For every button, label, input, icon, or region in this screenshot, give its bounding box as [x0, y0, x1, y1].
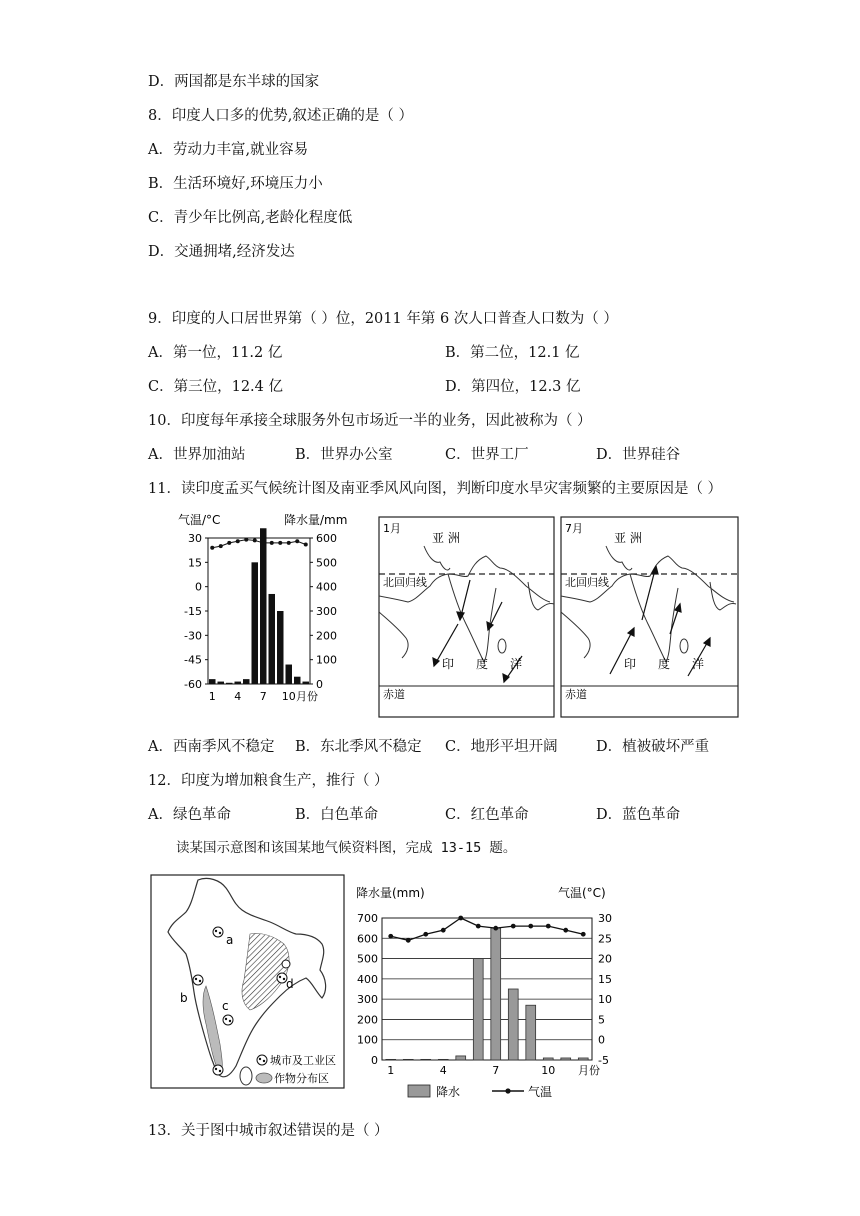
chart2-right-tick-label: 20: [598, 952, 612, 966]
wind-map-2-equator: 赤道: [565, 688, 587, 701]
wind-map-2-ocean-2: 度: [658, 657, 671, 671]
q11-option-d[interactable]: D．植被破坏严重: [596, 739, 710, 755]
chart2-right-tick-label: 5: [598, 1013, 605, 1027]
chart1-temp-point: [210, 546, 214, 550]
chart1-temp-point: [253, 538, 257, 542]
city-label-d: d: [286, 977, 294, 991]
chart2-temp-point: [511, 924, 516, 929]
chart1-left-tick-label: 15: [188, 556, 202, 570]
chart2-temp-line: [391, 918, 584, 940]
legend-crop: 作物分布区: [274, 1072, 329, 1085]
chart2-legend-precip: 降水: [436, 1085, 461, 1099]
chart2-precip-bar: [526, 1005, 536, 1060]
chart1-temp-point: [270, 541, 274, 545]
chart2-right-tick-label: 0: [598, 1033, 605, 1047]
q11-option-b[interactable]: B．东北季风不稳定: [295, 739, 422, 755]
section-intro: 读某国示意图和该国某地气候资料图，完成 13-15 题。: [176, 840, 517, 856]
chart1-left-tick-label: 0: [195, 580, 202, 594]
chart1-precip-bar: [252, 562, 259, 684]
wind-map-2-ocean-1: 印: [624, 657, 637, 671]
q12-option-d[interactable]: D．蓝色革命: [596, 807, 681, 823]
chart2-precip-bar: [561, 1058, 571, 1060]
chart1-precip-bar: [294, 677, 301, 684]
chart2-x-tick-label: 10: [541, 1064, 556, 1077]
chart2-temp-point: [441, 928, 446, 933]
wind-map-1-month: 1月: [383, 522, 401, 535]
q10-option-d[interactable]: D．世界硅谷: [596, 447, 681, 463]
chart1-precip-bar: [235, 682, 242, 684]
chart1-temp-point: [278, 541, 282, 545]
chart2-temp-point: [563, 928, 568, 933]
chart2-left-axis-label: 降水量(mm): [356, 886, 425, 900]
q10-option-b[interactable]: B．世界办公室: [295, 447, 393, 463]
mumbai-climate-chart: [172, 508, 368, 708]
chart1-temp-point: [304, 542, 308, 546]
chart2-temp-point: [423, 932, 428, 937]
wind-map-2-continent: 亚 洲: [614, 531, 642, 545]
chart1-precip-bar: [269, 594, 276, 684]
chart2-right-tick-label: -5: [598, 1054, 609, 1067]
chart2-precip-bar: [491, 928, 501, 1060]
q8-option-b[interactable]: B．生活环境好,环境压力小: [148, 176, 323, 192]
chart1-x-unit: 月份: [296, 690, 318, 703]
q10-stem: 10．印度每年承接全球服务外包市场近一半的业务，因此被称为（ ）: [148, 413, 592, 429]
wind-map-2-ocean-3: 洋: [692, 657, 705, 671]
chart1-temp-point: [227, 541, 231, 545]
q9-stem: 9．印度的人口居世界第（ ）位，2011 年第 6 次人口普查人口数为（ ）: [148, 311, 618, 327]
chart1-plot-frame: [208, 538, 310, 684]
chart2-temp-point: [388, 934, 393, 939]
chart1-temp-point: [219, 544, 223, 548]
chart1-right-tick-label: 0: [316, 678, 323, 691]
chart2-left-tick-label: 500: [357, 952, 378, 966]
chart1-precip-bar: [277, 611, 284, 684]
q12-stem: 12．印度为增加粮食生产，推行（ ）: [148, 773, 389, 789]
chart2-temp-point: [528, 924, 533, 929]
chart1-temp-point: [236, 539, 240, 543]
city-label-a: a: [226, 933, 234, 947]
chart2-right-axis-label: 气温(°C): [558, 886, 606, 900]
wind-map-1-ocean-3: 洋: [510, 657, 523, 671]
chart1-precip-bar: [226, 683, 233, 684]
q12-option-a[interactable]: A．绿色革命: [148, 807, 231, 823]
chart1-right-tick-label: 300: [316, 605, 337, 618]
chart2-left-tick-label: 600: [357, 932, 378, 946]
chart2-precip-bar: [403, 1059, 413, 1060]
chart1-precip-bar: [260, 528, 267, 684]
legend-city: 城市及工业区: [270, 1054, 336, 1067]
chart1-right-tick-label: 400: [316, 580, 337, 594]
chart2-left-tick-label: 0: [371, 1054, 378, 1067]
chart2-left-tick-label: 300: [357, 993, 378, 1007]
chart2-left-tick-label: 700: [357, 912, 378, 925]
chart1-temp-point: [287, 541, 291, 545]
chart2-x-tick-label: 4: [439, 1064, 447, 1077]
q9-option-b[interactable]: B．第二位，12.1 亿: [445, 345, 580, 361]
wind-map-1-ocean-1: 印: [442, 657, 455, 671]
q8-option-d[interactable]: D．交通拥堵,经济发达: [148, 244, 295, 260]
q12-option-c[interactable]: C．红色革命: [445, 807, 529, 823]
wind-map-2-month: 7月: [565, 522, 583, 535]
chart1-right-tick-label: 100: [316, 653, 337, 667]
chart1-x-tick-label: 1: [208, 690, 216, 703]
q13-stem: 13．关于图中城市叙述错误的是（ ）: [148, 1123, 389, 1139]
chart2-x-tick-label: 1: [387, 1064, 395, 1077]
chart1-x-tick-label: 4: [234, 690, 242, 703]
country-climate-chart: [352, 882, 622, 1104]
chart1-precip-bar: [286, 665, 293, 684]
chart2-temp-point: [458, 916, 463, 921]
q10-option-c[interactable]: C．世界工厂: [445, 447, 529, 463]
q9-option-a[interactable]: A．第一位，11.2 亿: [148, 345, 283, 361]
q8-option-c[interactable]: C．青少年比例高,老龄化程度低: [148, 210, 353, 226]
chart2-x-tick-label: 7: [492, 1064, 500, 1077]
q8-option-a[interactable]: A．劳动力丰富,就业容易: [148, 142, 309, 158]
chart1-right-tick-label: 200: [316, 629, 337, 643]
q9-option-c[interactable]: C．第三位，12.4 亿: [148, 379, 283, 395]
wind-map-july: [560, 516, 740, 719]
chart2-temp-point: [581, 932, 586, 937]
chart2-left-tick-label: 200: [357, 1013, 378, 1027]
chart1-temp-point: [295, 539, 299, 543]
chart1-left-tick-label: -45: [184, 653, 202, 667]
q7-option-d: D．两国都是东半球的国家: [148, 74, 320, 90]
chart2-precip-bar: [473, 959, 483, 1060]
chart2-left-tick-label: 100: [357, 1033, 378, 1047]
q11-stem: 11．读印度孟买气候统计图及南亚季风风向图，判断印度水旱灾害频繁的主要原因是（ ）: [148, 481, 723, 497]
legend-precip-swatch: [408, 1085, 430, 1097]
chart2-precip-bar: [543, 1058, 553, 1060]
chart2-temp-point: [493, 926, 498, 931]
chart1-right-tick-label: 600: [316, 532, 337, 545]
chart1-temp-line: [212, 540, 306, 548]
q9-option-d[interactable]: D．第四位，12.3 亿: [445, 379, 581, 395]
wind-map-january: [378, 516, 556, 719]
q10-option-a[interactable]: A．世界加油站: [148, 447, 246, 463]
chart2-precip-bar: [578, 1058, 588, 1060]
chart2-right-tick-label: 15: [598, 972, 612, 986]
chart1-right-tick-label: 500: [316, 556, 337, 570]
chart2-legend-temp: 气温: [528, 1085, 553, 1099]
chart1-left-tick-label: -15: [184, 605, 202, 618]
chart1-x-tick-label: 7: [259, 690, 267, 703]
chart1-precip-bar: [209, 679, 216, 684]
chart2-plot-frame: [382, 918, 592, 1060]
wind-map-1-tropic: 北回归线: [383, 576, 427, 589]
chart1-left-tick-label: -60: [184, 678, 202, 691]
chart2-precip-bar: [508, 989, 518, 1060]
chart2-left-tick-label: 400: [357, 972, 378, 986]
chart1-left-axis-label: 气温/°C: [178, 513, 221, 527]
chart1-precip-bar: [218, 682, 225, 684]
wind-map-1-ocean-2: 度: [476, 657, 489, 671]
q11-option-c[interactable]: C．地形平坦开阔: [445, 739, 558, 755]
chart2-right-tick-label: 30: [598, 912, 612, 925]
chart2-precip-bar: [456, 1056, 466, 1060]
chart2-temp-point: [476, 924, 481, 929]
city-label-b: b: [180, 991, 188, 1005]
chart2-temp-point: [406, 938, 411, 943]
wind-map-1-continent: 亚 洲: [432, 531, 460, 545]
q12-option-b[interactable]: B．白色革命: [295, 807, 379, 823]
q11-option-a[interactable]: A．西南季风不稳定: [148, 739, 275, 755]
city-label-c: c: [222, 999, 229, 1013]
chart1-right-axis-label: 降水量/mm: [284, 513, 348, 527]
chart2-right-tick-label: 25: [598, 932, 612, 946]
wind-map-2-tropic: 北回归线: [565, 576, 609, 589]
chart1-left-tick-label: 30: [188, 532, 202, 545]
wind-map-1-equator: 赤道: [383, 688, 405, 701]
chart2-precip-bar: [438, 1059, 448, 1060]
q8-stem: 8．印度人口多的优势,叙述正确的是（ ）: [148, 108, 413, 124]
chart1-temp-point: [244, 538, 248, 542]
chart2-right-tick-label: 10: [598, 993, 612, 1007]
chart1-precip-bar: [303, 682, 310, 684]
country-map: [150, 874, 346, 1090]
chart2-x-unit: 月份: [578, 1064, 600, 1077]
chart2-precip-bar: [386, 1059, 396, 1060]
chart2-temp-point: [546, 924, 551, 929]
chart1-x-tick-label: 10: [281, 690, 296, 703]
chart2-precip-bar: [421, 1059, 431, 1060]
chart1-temp-point: [261, 541, 265, 545]
chart1-left-tick-label: -30: [184, 629, 202, 643]
chart1-precip-bar: [243, 679, 250, 684]
